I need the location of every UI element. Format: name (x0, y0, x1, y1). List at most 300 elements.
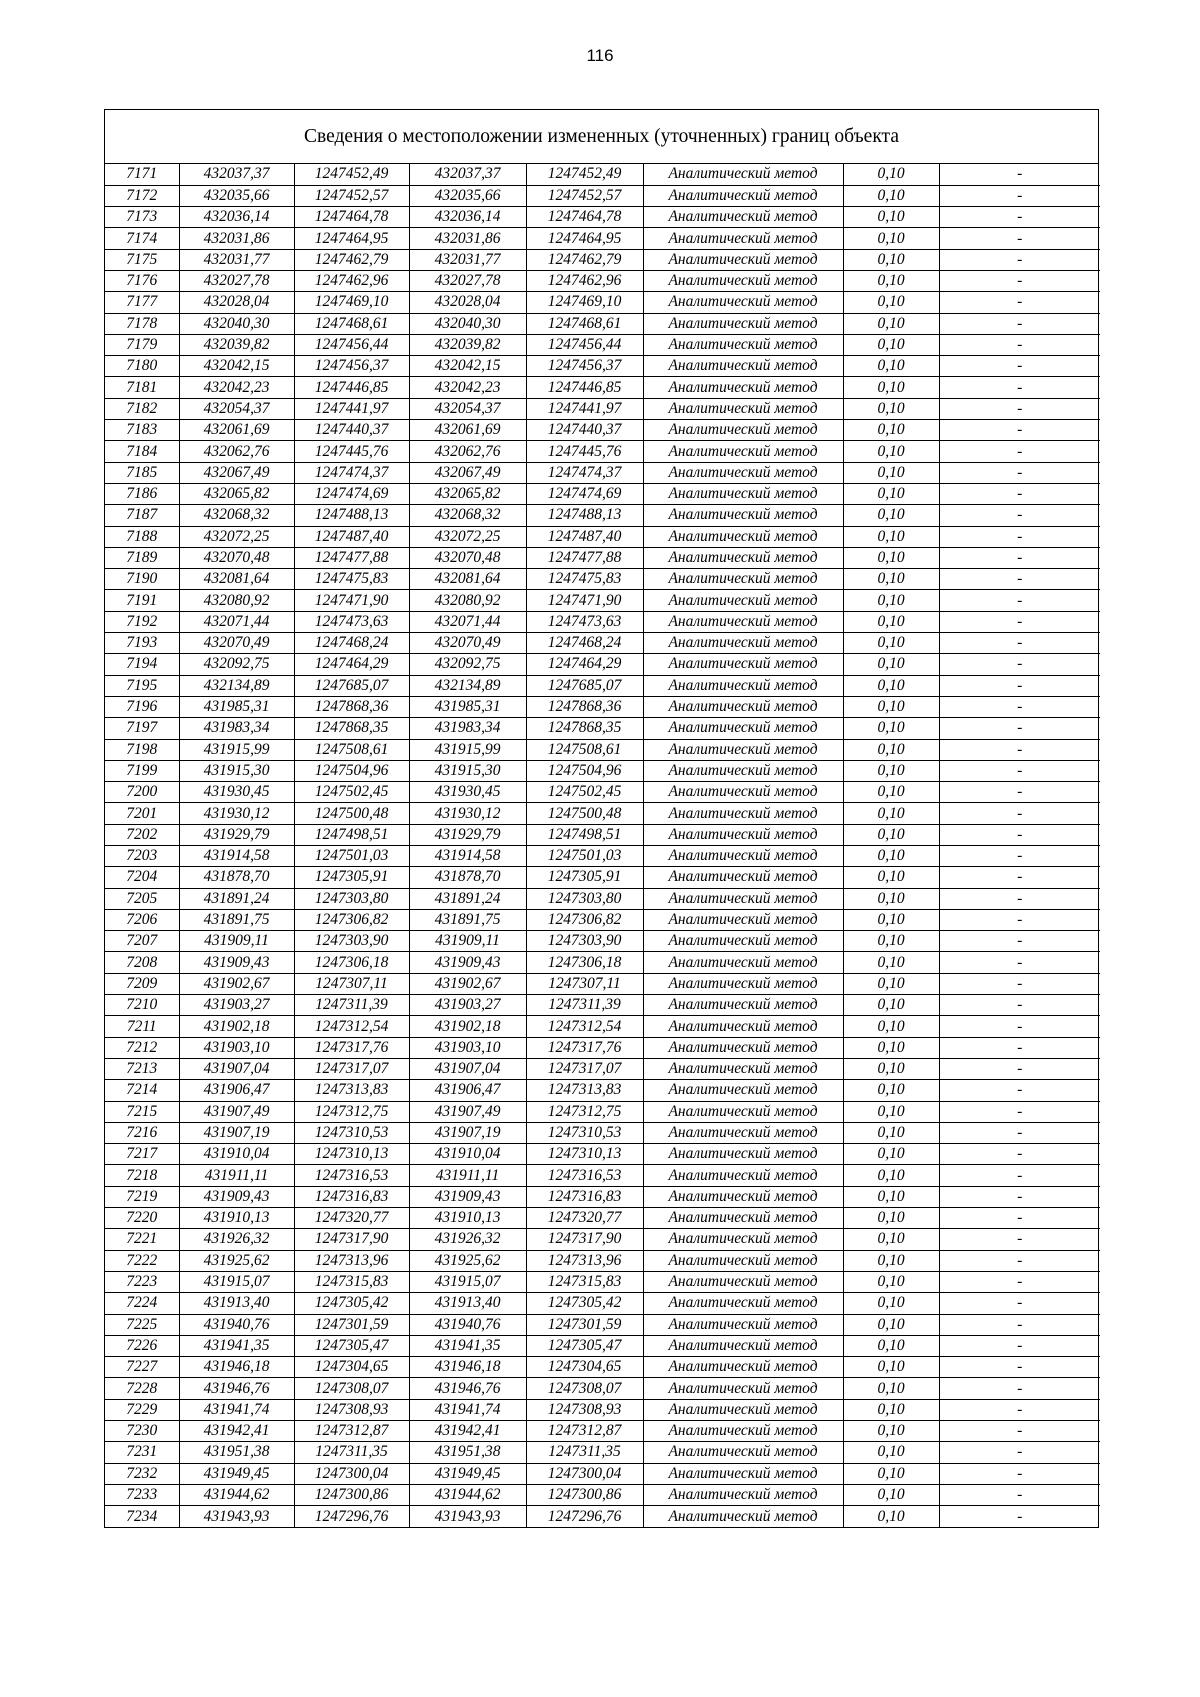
point-number-cell: 7200 (105, 782, 179, 803)
point-number-cell: 7182 (105, 398, 179, 419)
x-old-cell: 432027,78 (179, 270, 294, 291)
y-new-cell: 1247305,91 (526, 867, 643, 888)
method-cell: Аналитический метод (643, 909, 843, 930)
y-old-cell: 1247468,61 (294, 313, 409, 334)
accuracy-cell: 0,10 (843, 228, 939, 249)
description-cell: - (939, 569, 1100, 590)
accuracy-cell: 0,10 (843, 1165, 939, 1186)
description-cell: - (939, 1037, 1100, 1058)
y-old-cell: 1247464,29 (294, 654, 409, 675)
accuracy-cell: 0,10 (843, 1378, 939, 1399)
x-new-cell: 431902,67 (409, 973, 526, 994)
x-old-cell: 431930,45 (179, 782, 294, 803)
y-old-cell: 1247452,49 (294, 164, 409, 185)
method-cell: Аналитический метод (643, 334, 843, 355)
y-new-cell: 1247868,36 (526, 696, 643, 717)
x-old-cell: 431911,11 (179, 1165, 294, 1186)
point-number-cell: 7205 (105, 888, 179, 909)
y-old-cell: 1247502,45 (294, 782, 409, 803)
y-old-cell: 1247316,83 (294, 1186, 409, 1207)
table-row (105, 1250, 1100, 1271)
x-new-cell: 431903,10 (409, 1037, 526, 1058)
description-cell: - (939, 633, 1100, 654)
table-row (105, 1122, 1100, 1143)
point-number-cell: 7213 (105, 1058, 179, 1079)
accuracy-cell: 0,10 (843, 356, 939, 377)
table-row (105, 1080, 1100, 1101)
point-number-cell: 7227 (105, 1357, 179, 1378)
table-row (105, 441, 1100, 462)
point-number-cell: 7179 (105, 334, 179, 355)
method-cell: Аналитический метод (643, 675, 843, 696)
y-new-cell: 1247303,90 (526, 931, 643, 952)
x-old-cell: 431926,32 (179, 1229, 294, 1250)
point-number-cell: 7209 (105, 973, 179, 994)
accuracy-cell: 0,10 (843, 249, 939, 270)
y-new-cell: 1247308,93 (526, 1399, 643, 1420)
y-old-cell: 1247477,88 (294, 547, 409, 568)
table-row (105, 270, 1100, 291)
point-number-cell: 7230 (105, 1421, 179, 1442)
x-old-cell: 432080,92 (179, 590, 294, 611)
point-number-cell: 7201 (105, 803, 179, 824)
accuracy-cell: 0,10 (843, 931, 939, 952)
method-cell: Аналитический метод (643, 441, 843, 462)
y-old-cell: 1247456,37 (294, 356, 409, 377)
description-cell: - (939, 313, 1100, 334)
x-new-cell: 431907,49 (409, 1101, 526, 1122)
method-cell: Аналитический метод (643, 718, 843, 739)
table-row (105, 1421, 1100, 1442)
x-old-cell: 432062,76 (179, 441, 294, 462)
method-cell: Аналитический метод (643, 760, 843, 781)
table-row (105, 1186, 1100, 1207)
x-new-cell: 431907,19 (409, 1122, 526, 1143)
y-old-cell: 1247488,13 (294, 505, 409, 526)
y-old-cell: 1247316,53 (294, 1165, 409, 1186)
y-old-cell: 1247310,53 (294, 1122, 409, 1143)
table-row (105, 1208, 1100, 1229)
accuracy-cell: 0,10 (843, 1399, 939, 1420)
accuracy-cell: 0,10 (843, 526, 939, 547)
x-old-cell: 432054,37 (179, 398, 294, 419)
method-cell: Аналитический метод (643, 185, 843, 206)
y-new-cell: 1247320,77 (526, 1208, 643, 1229)
x-old-cell: 431983,34 (179, 718, 294, 739)
y-old-cell: 1247473,63 (294, 611, 409, 632)
table-row (105, 1506, 1100, 1527)
description-cell: - (939, 1442, 1100, 1463)
y-old-cell: 1247445,76 (294, 441, 409, 462)
table-row (105, 356, 1100, 377)
method-cell: Аналитический метод (643, 1037, 843, 1058)
method-cell: Аналитический метод (643, 1229, 843, 1250)
accuracy-cell: 0,10 (843, 313, 939, 334)
table-row (105, 675, 1100, 696)
method-cell: Аналитический метод (643, 1463, 843, 1484)
method-cell: Аналитический метод (643, 590, 843, 611)
x-new-cell: 432040,30 (409, 313, 526, 334)
x-old-cell: 431930,12 (179, 803, 294, 824)
y-new-cell: 1247315,83 (526, 1271, 643, 1292)
table-row (105, 654, 1100, 675)
point-number-cell: 7223 (105, 1271, 179, 1292)
y-new-cell: 1247498,51 (526, 824, 643, 845)
y-new-cell: 1247501,03 (526, 846, 643, 867)
y-old-cell: 1247501,03 (294, 846, 409, 867)
y-new-cell: 1247311,35 (526, 1442, 643, 1463)
x-old-cell: 432035,66 (179, 185, 294, 206)
table-row (105, 1293, 1100, 1314)
point-number-cell: 7234 (105, 1506, 179, 1527)
description-cell: - (939, 824, 1100, 845)
method-cell: Аналитический метод (643, 1144, 843, 1165)
method-cell: Аналитический метод (643, 1293, 843, 1314)
y-old-cell: 1247305,47 (294, 1335, 409, 1356)
table-row (105, 483, 1100, 504)
method-cell: Аналитический метод (643, 1442, 843, 1463)
accuracy-cell: 0,10 (843, 1506, 939, 1527)
x-new-cell: 431914,58 (409, 846, 526, 867)
point-number-cell: 7206 (105, 909, 179, 930)
y-new-cell: 1247312,87 (526, 1421, 643, 1442)
x-new-cell: 432042,15 (409, 356, 526, 377)
accuracy-cell: 0,10 (843, 718, 939, 739)
description-cell: - (939, 164, 1100, 185)
table-row (105, 292, 1100, 313)
method-cell: Аналитический метод (643, 1314, 843, 1335)
description-cell: - (939, 1101, 1100, 1122)
description-cell: - (939, 1271, 1100, 1292)
point-number-cell: 7174 (105, 228, 179, 249)
method-cell: Аналитический метод (643, 973, 843, 994)
page-number: 116 (586, 46, 614, 65)
accuracy-cell: 0,10 (843, 1144, 939, 1165)
accuracy-cell: 0,10 (843, 1293, 939, 1314)
table-row (105, 1037, 1100, 1058)
point-number-cell: 7173 (105, 207, 179, 228)
y-new-cell: 1247452,49 (526, 164, 643, 185)
y-old-cell: 1247306,18 (294, 952, 409, 973)
table-row (105, 420, 1100, 441)
description-cell: - (939, 1208, 1100, 1229)
table-row (105, 590, 1100, 611)
y-new-cell: 1247488,13 (526, 505, 643, 526)
y-new-cell: 1247317,76 (526, 1037, 643, 1058)
description-cell: - (939, 1378, 1100, 1399)
y-old-cell: 1247474,37 (294, 462, 409, 483)
point-number-cell: 7191 (105, 590, 179, 611)
coordinates-table (105, 164, 1100, 1527)
x-old-cell: 431913,40 (179, 1293, 294, 1314)
point-number-cell: 7192 (105, 611, 179, 632)
x-old-cell: 431915,30 (179, 760, 294, 781)
description-cell: - (939, 1421, 1100, 1442)
accuracy-cell: 0,10 (843, 909, 939, 930)
y-old-cell: 1247301,59 (294, 1314, 409, 1335)
point-number-cell: 7193 (105, 633, 179, 654)
y-new-cell: 1247462,96 (526, 270, 643, 291)
point-number-cell: 7215 (105, 1101, 179, 1122)
description-cell: - (939, 1484, 1100, 1505)
x-new-cell: 431925,62 (409, 1250, 526, 1271)
y-old-cell: 1247303,80 (294, 888, 409, 909)
y-old-cell: 1247300,04 (294, 1463, 409, 1484)
x-old-cell: 431914,58 (179, 846, 294, 867)
table-row (105, 1314, 1100, 1335)
accuracy-cell: 0,10 (843, 547, 939, 568)
method-cell: Аналитический метод (643, 803, 843, 824)
y-new-cell: 1247301,59 (526, 1314, 643, 1335)
x-new-cell: 432031,77 (409, 249, 526, 270)
x-old-cell: 432039,82 (179, 334, 294, 355)
accuracy-cell: 0,10 (843, 1357, 939, 1378)
table-row (105, 782, 1100, 803)
y-new-cell: 1247313,83 (526, 1080, 643, 1101)
x-old-cell: 432070,49 (179, 633, 294, 654)
method-cell: Аналитический метод (643, 952, 843, 973)
table-row (105, 1271, 1100, 1292)
accuracy-cell: 0,10 (843, 377, 939, 398)
x-new-cell: 431946,76 (409, 1378, 526, 1399)
description-cell: - (939, 334, 1100, 355)
y-old-cell: 1247311,35 (294, 1442, 409, 1463)
x-old-cell: 432072,25 (179, 526, 294, 547)
y-old-cell: 1247452,57 (294, 185, 409, 206)
method-cell: Аналитический метод (643, 1421, 843, 1442)
x-old-cell: 431942,41 (179, 1421, 294, 1442)
method-cell: Аналитический метод (643, 1186, 843, 1207)
y-new-cell: 1247307,11 (526, 973, 643, 994)
point-number-cell: 7204 (105, 867, 179, 888)
description-cell: - (939, 867, 1100, 888)
table-row (105, 462, 1100, 483)
point-number-cell: 7221 (105, 1229, 179, 1250)
point-number-cell: 7190 (105, 569, 179, 590)
point-number-cell: 7184 (105, 441, 179, 462)
accuracy-cell: 0,10 (843, 1101, 939, 1122)
method-cell: Аналитический метод (643, 462, 843, 483)
table-row (105, 909, 1100, 930)
method-cell: Аналитический метод (643, 654, 843, 675)
method-cell: Аналитический метод (643, 611, 843, 632)
accuracy-cell: 0,10 (843, 1335, 939, 1356)
point-number-cell: 7183 (105, 420, 179, 441)
method-cell: Аналитический метод (643, 1208, 843, 1229)
y-new-cell: 1247296,76 (526, 1506, 643, 1527)
y-old-cell: 1247315,83 (294, 1271, 409, 1292)
accuracy-cell: 0,10 (843, 483, 939, 504)
x-new-cell: 432070,49 (409, 633, 526, 654)
description-cell: - (939, 909, 1100, 930)
table-row (105, 1463, 1100, 1484)
table-row (105, 1229, 1100, 1250)
point-number-cell: 7216 (105, 1122, 179, 1143)
table-row (105, 207, 1100, 228)
y-old-cell: 1247468,24 (294, 633, 409, 654)
description-cell: - (939, 931, 1100, 952)
point-number-cell: 7225 (105, 1314, 179, 1335)
y-new-cell: 1247308,07 (526, 1378, 643, 1399)
y-new-cell: 1247471,90 (526, 590, 643, 611)
method-cell: Аналитический метод (643, 313, 843, 334)
y-old-cell: 1247296,76 (294, 1506, 409, 1527)
x-new-cell: 431909,43 (409, 1186, 526, 1207)
point-number-cell: 7217 (105, 1144, 179, 1165)
method-cell: Аналитический метод (643, 1250, 843, 1271)
point-number-cell: 7195 (105, 675, 179, 696)
y-old-cell: 1247310,13 (294, 1144, 409, 1165)
y-new-cell: 1247468,61 (526, 313, 643, 334)
description-cell: - (939, 185, 1100, 206)
accuracy-cell: 0,10 (843, 441, 939, 462)
y-old-cell: 1247304,65 (294, 1357, 409, 1378)
y-new-cell: 1247303,80 (526, 888, 643, 909)
x-new-cell: 431907,04 (409, 1058, 526, 1079)
table-row (105, 1101, 1100, 1122)
boundary-table-frame (104, 109, 1099, 1528)
x-old-cell: 432092,75 (179, 654, 294, 675)
y-old-cell: 1247441,97 (294, 398, 409, 419)
method-cell: Аналитический метод (643, 526, 843, 547)
accuracy-cell: 0,10 (843, 1229, 939, 1250)
x-old-cell: 431946,76 (179, 1378, 294, 1399)
x-new-cell: 432072,25 (409, 526, 526, 547)
method-cell: Аналитический метод (643, 846, 843, 867)
method-cell: Аналитический метод (643, 569, 843, 590)
description-cell: - (939, 1122, 1100, 1143)
point-number-cell: 7202 (105, 824, 179, 845)
x-new-cell: 432067,49 (409, 462, 526, 483)
x-old-cell: 432071,44 (179, 611, 294, 632)
point-number-cell: 7198 (105, 739, 179, 760)
description-cell: - (939, 696, 1100, 717)
table-row (105, 760, 1100, 781)
description-cell: - (939, 675, 1100, 696)
x-new-cell: 432027,78 (409, 270, 526, 291)
description-cell: - (939, 292, 1100, 313)
y-new-cell: 1247452,57 (526, 185, 643, 206)
table-row (105, 1442, 1100, 1463)
y-old-cell: 1247312,87 (294, 1421, 409, 1442)
point-number-cell: 7231 (105, 1442, 179, 1463)
y-new-cell: 1247456,44 (526, 334, 643, 355)
description-cell: - (939, 1293, 1100, 1314)
description-cell: - (939, 1506, 1100, 1527)
x-new-cell: 432054,37 (409, 398, 526, 419)
method-cell: Аналитический метод (643, 505, 843, 526)
accuracy-cell: 0,10 (843, 1186, 939, 1207)
description-cell: - (939, 1080, 1100, 1101)
y-old-cell: 1247308,93 (294, 1399, 409, 1420)
y-new-cell: 1247473,63 (526, 611, 643, 632)
x-old-cell: 432042,23 (179, 377, 294, 398)
point-number-cell: 7210 (105, 995, 179, 1016)
x-old-cell: 431878,70 (179, 867, 294, 888)
x-new-cell: 431926,32 (409, 1229, 526, 1250)
description-cell: - (939, 1144, 1100, 1165)
method-cell: Аналитический метод (643, 1335, 843, 1356)
description-cell: - (939, 441, 1100, 462)
table-row (105, 633, 1100, 654)
x-old-cell: 431940,76 (179, 1314, 294, 1335)
y-new-cell: 1247685,07 (526, 675, 643, 696)
x-old-cell: 431951,38 (179, 1442, 294, 1463)
accuracy-cell: 0,10 (843, 334, 939, 355)
x-old-cell: 432065,82 (179, 483, 294, 504)
x-old-cell: 431941,35 (179, 1335, 294, 1356)
x-new-cell: 432071,44 (409, 611, 526, 632)
table-row (105, 1378, 1100, 1399)
y-new-cell: 1247310,53 (526, 1122, 643, 1143)
x-new-cell: 431891,75 (409, 909, 526, 930)
x-new-cell: 431878,70 (409, 867, 526, 888)
y-old-cell: 1247685,07 (294, 675, 409, 696)
table-row (105, 526, 1100, 547)
table-row (105, 1399, 1100, 1420)
accuracy-cell: 0,10 (843, 569, 939, 590)
x-old-cell: 431906,47 (179, 1080, 294, 1101)
x-new-cell: 431915,07 (409, 1271, 526, 1292)
point-number-cell: 7188 (105, 526, 179, 547)
table-row (105, 398, 1100, 419)
method-cell: Аналитический метод (643, 1122, 843, 1143)
x-old-cell: 431909,11 (179, 931, 294, 952)
y-old-cell: 1247504,96 (294, 760, 409, 781)
accuracy-cell: 0,10 (843, 1463, 939, 1484)
y-new-cell: 1247464,78 (526, 207, 643, 228)
accuracy-cell: 0,10 (843, 633, 939, 654)
point-number-cell: 7189 (105, 547, 179, 568)
x-old-cell: 431902,18 (179, 1016, 294, 1037)
accuracy-cell: 0,10 (843, 420, 939, 441)
y-new-cell: 1247441,97 (526, 398, 643, 419)
accuracy-cell: 0,10 (843, 398, 939, 419)
x-new-cell: 431940,76 (409, 1314, 526, 1335)
y-old-cell: 1247464,95 (294, 228, 409, 249)
table-row (105, 313, 1100, 334)
y-new-cell: 1247316,53 (526, 1165, 643, 1186)
x-new-cell: 432134,89 (409, 675, 526, 696)
x-old-cell: 431985,31 (179, 696, 294, 717)
x-new-cell: 431915,99 (409, 739, 526, 760)
description-cell: - (939, 590, 1100, 611)
x-old-cell: 431907,49 (179, 1101, 294, 1122)
description-cell: - (939, 718, 1100, 739)
description-cell: - (939, 1250, 1100, 1271)
method-cell: Аналитический метод (643, 1101, 843, 1122)
x-old-cell: 432068,32 (179, 505, 294, 526)
description-cell: - (939, 782, 1100, 803)
description-cell: - (939, 398, 1100, 419)
description-cell: - (939, 760, 1100, 781)
y-new-cell: 1247317,07 (526, 1058, 643, 1079)
method-cell: Аналитический метод (643, 1484, 843, 1505)
y-old-cell: 1247487,40 (294, 526, 409, 547)
y-old-cell: 1247462,79 (294, 249, 409, 270)
y-old-cell: 1247471,90 (294, 590, 409, 611)
accuracy-cell: 0,10 (843, 185, 939, 206)
description-cell: - (939, 228, 1100, 249)
x-old-cell: 431907,19 (179, 1122, 294, 1143)
table-row (105, 888, 1100, 909)
point-number-cell: 7224 (105, 1293, 179, 1314)
table-row (105, 696, 1100, 717)
y-new-cell: 1247502,45 (526, 782, 643, 803)
table-row (105, 249, 1100, 270)
y-new-cell: 1247305,47 (526, 1335, 643, 1356)
table-row (105, 228, 1100, 249)
